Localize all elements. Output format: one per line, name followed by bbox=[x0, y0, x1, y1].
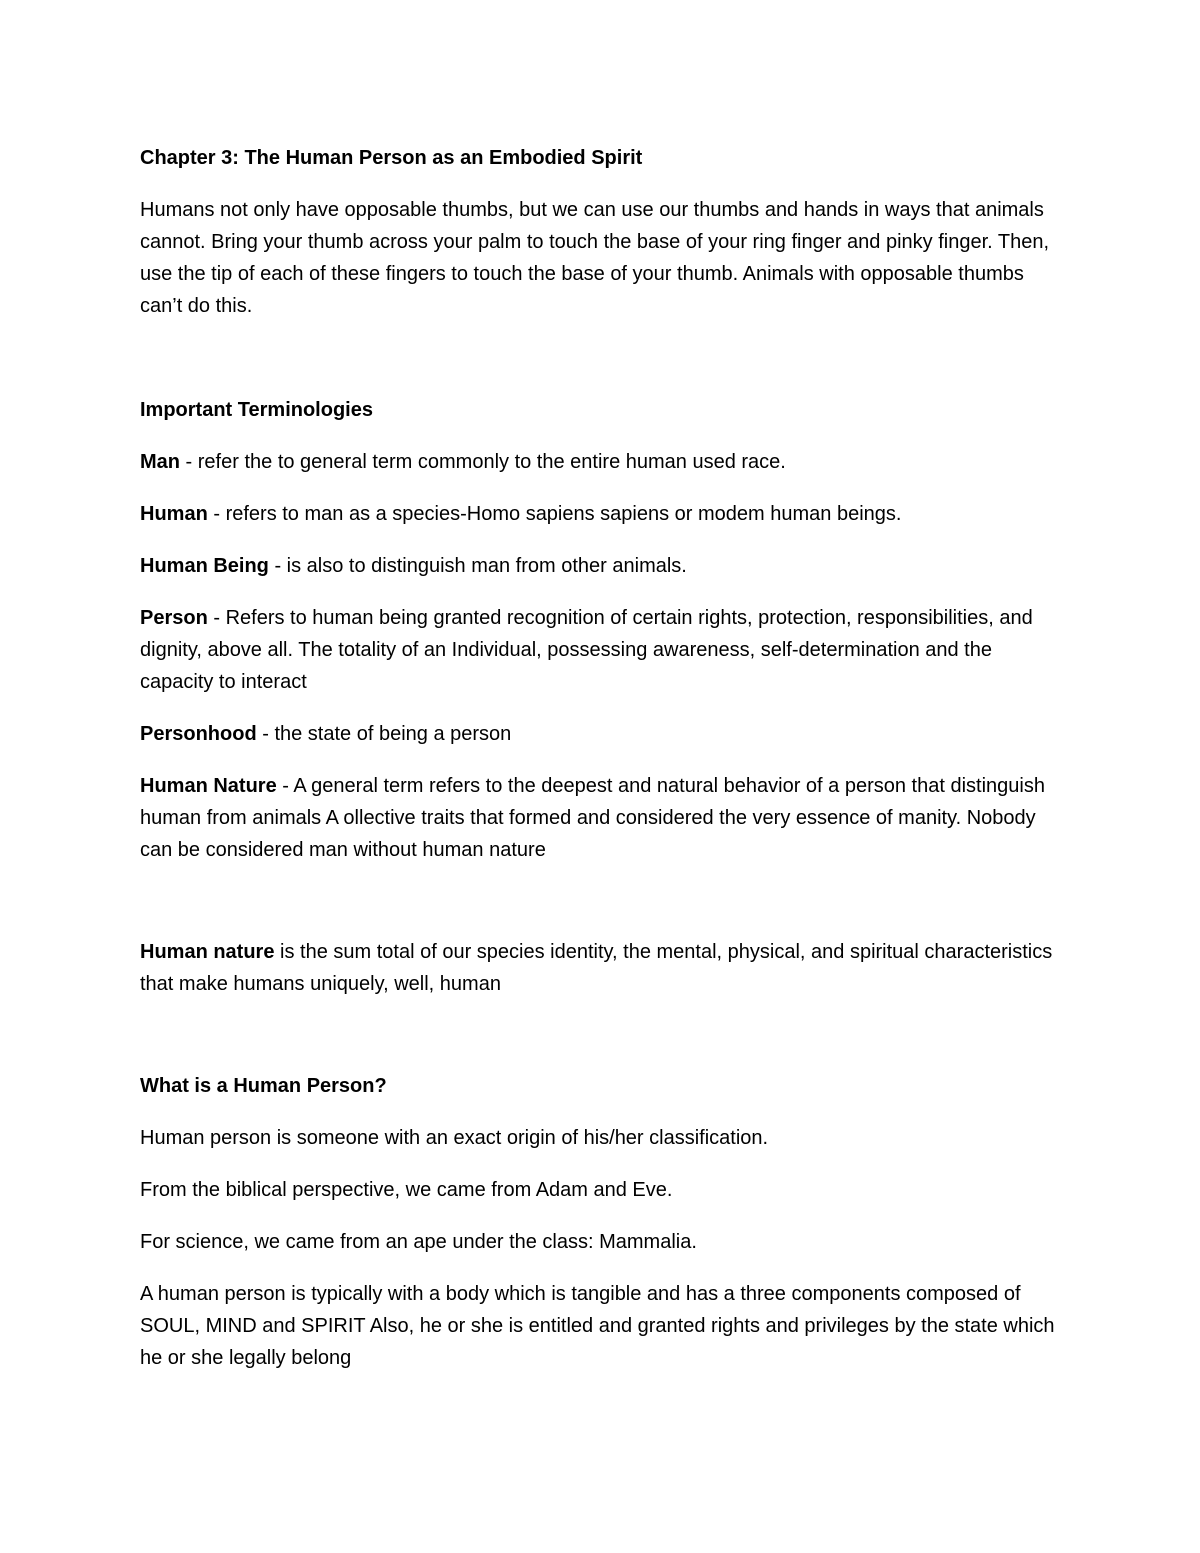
term-definition: - is also to distinguish man from other animals. bbox=[268, 555, 687, 577]
term-label: Personhood bbox=[140, 723, 257, 745]
term-definition: - Refers to human being granted recognition of certain rights, protection, responsibilities, and dignity, above all. The totality of an Individual, possessing awareness, self-determination and the capacity to interact bbox=[140, 607, 1033, 693]
term-label: Human Being bbox=[140, 555, 269, 577]
term-label: Human nature bbox=[140, 941, 275, 963]
paragraph-text: is the sum total of our species identity, the mental, physical, and spiritual characteristics that make humans uniquely, well, human bbox=[140, 941, 1053, 995]
document-body bbox=[140, 142, 1070, 1374]
human-person-paragraph: For science, we came from an ape under the class: Mammalia. bbox=[140, 1231, 697, 1253]
terminologies-heading: Important Terminologies bbox=[140, 399, 373, 421]
intro-paragraph: Humans not only have opposable thumbs, but we can use our thumbs and hands in ways that animals cannot. Bring your thumb across your palm to touch the base of your ring finger and pinky finger. Then, use the tip of each of these fingers to touch the base of your thumb. Animals with opposable thumbs can’t do this. bbox=[140, 199, 1050, 317]
human-person-paragraph: Human person is someone with an exact origin of his/her classification. bbox=[140, 1127, 769, 1149]
term-entry-human-being bbox=[140, 550, 1070, 582]
term-entry-personhood bbox=[140, 718, 1070, 750]
term-entry-man bbox=[140, 446, 1070, 478]
term-entry-human bbox=[140, 498, 1070, 530]
term-definition: - the state of being a person bbox=[256, 723, 512, 745]
term-entry-person bbox=[140, 602, 1070, 698]
term-definition: - refer the to general term commonly to the entire human used race. bbox=[180, 451, 786, 473]
term-definition: - A general term refers to the deepest and natural behavior of a person that distinguish human from animals A ollective traits that formed and considered the very essence of manity. Nobody can be considered man without human nature bbox=[140, 775, 1045, 861]
human-person-heading: What is a Human Person? bbox=[140, 1075, 387, 1097]
human-person-paragraph: A human person is typically with a body which is tangible and has a three components composed of SOUL, MIND and SPIRIT Also, he or she is entitled and granted rights and privileges by the state which he or she legally belong bbox=[140, 1283, 1055, 1369]
term-entry-human-nature bbox=[140, 770, 1070, 866]
term-label: Human Nature bbox=[140, 775, 277, 797]
human-nature-paragraph bbox=[140, 936, 1070, 1000]
term-label: Person bbox=[140, 607, 208, 629]
human-person-paragraph: From the biblical perspective, we came from Adam and Eve. bbox=[140, 1179, 673, 1201]
term-label: Human bbox=[140, 503, 208, 525]
term-label: Man bbox=[140, 451, 180, 473]
term-definition: - refers to man as a species-Homo sapiens sapiens or modem human beings. bbox=[207, 503, 902, 525]
chapter-title: Chapter 3: The Human Person as an Embodied Spirit bbox=[140, 147, 643, 169]
